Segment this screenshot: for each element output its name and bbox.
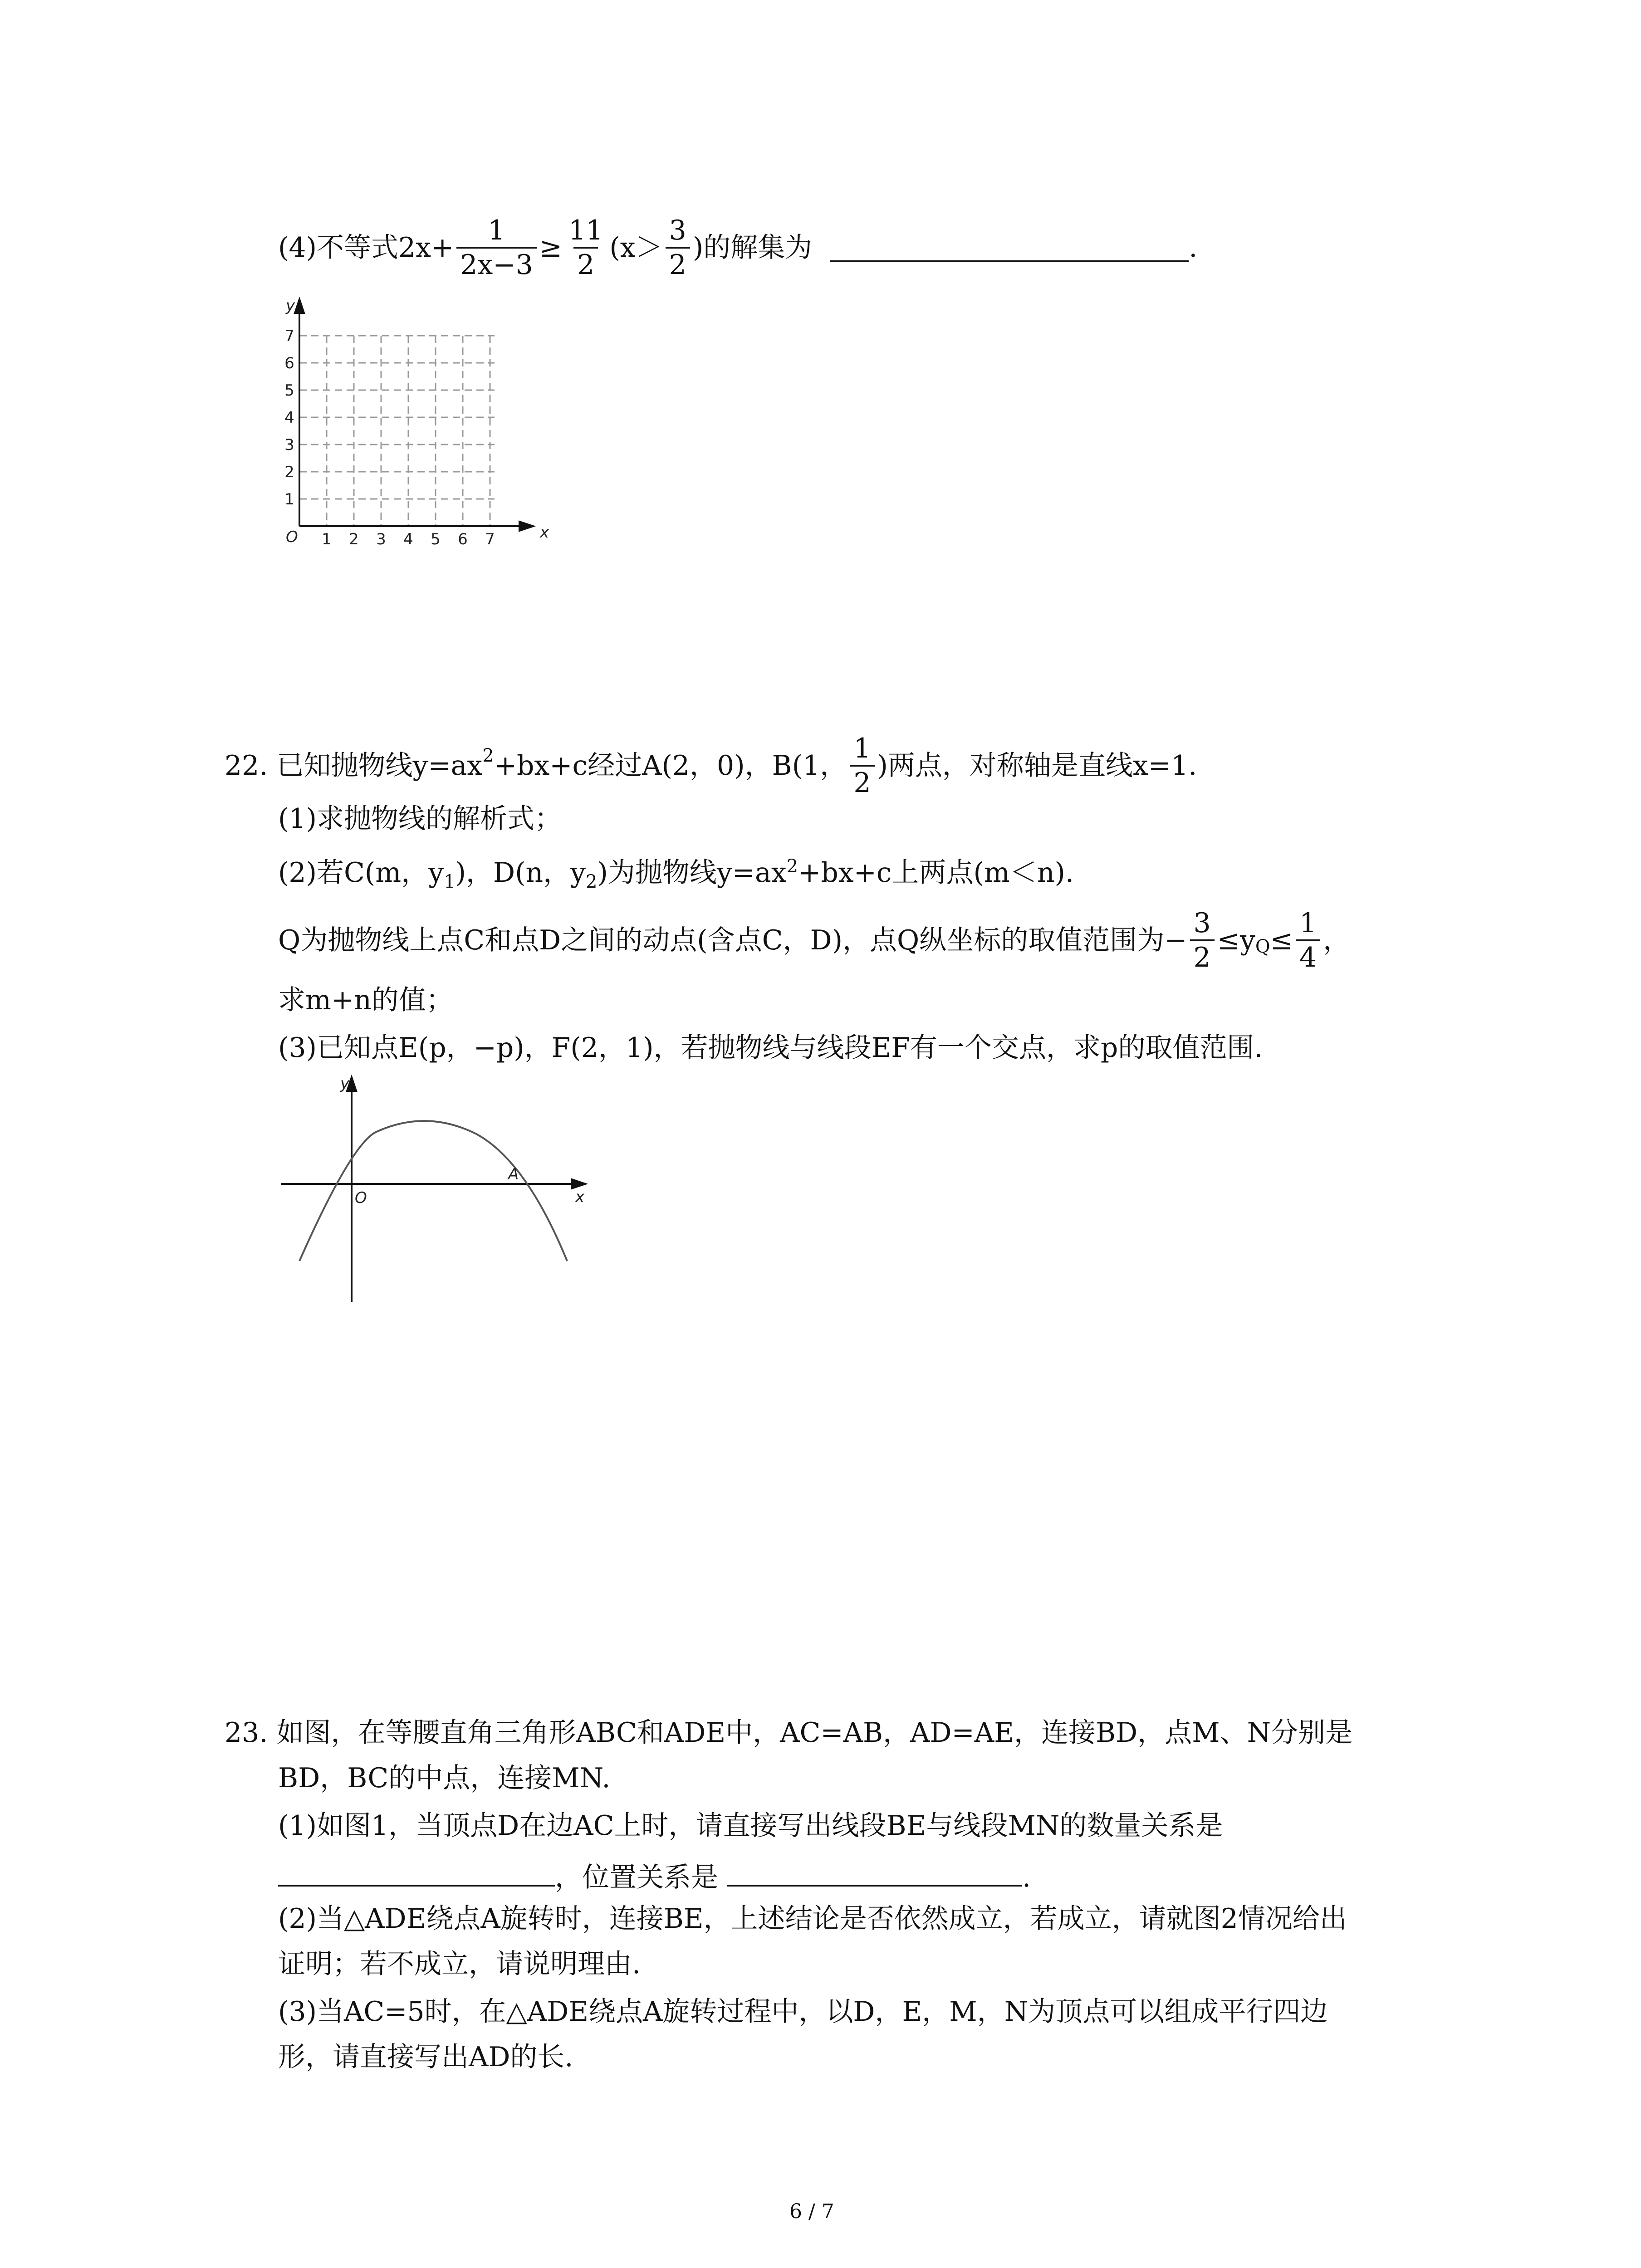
x-axis-arrow: [572, 1179, 585, 1188]
q21-grid-figure: [268, 290, 558, 549]
y-axis-label: y: [286, 297, 295, 315]
q21-part4-line: [278, 217, 1197, 279]
q22-part2-line2: Q为抛物线上点C和点D之间的动点(含点C，D)，点Q纵坐标的取值范围为− $\frac{3}{2}$ ≤y $_Q$ ≤ $\frac{1}{4}$ ，: [278, 907, 1351, 973]
y-axis-arrow: [295, 299, 304, 313]
y-tick: 2: [284, 463, 294, 481]
answer-blank[interactable]: [830, 233, 1189, 262]
quantity-answer-blank[interactable]: [278, 1857, 555, 1887]
q21-part4-label: (4)不等式2x+: [278, 232, 454, 264]
fraction-2: $\frac{11}{2}$: [568, 215, 603, 281]
x-tick: 6: [458, 530, 468, 548]
y-tick: 7: [284, 327, 294, 345]
q22-part3: (3)已知点E(p，−p)，F(2，1)，若抛物线与线段EF有一个交点，求p的取值范围.: [278, 1032, 1263, 1064]
grid-lines: [299, 336, 495, 526]
q23-line1: 23. 如图，在等腰直角三角形ABC和ADE中，AC=AB，AD=AE，连接BD，点M、N分别是: [225, 1717, 1353, 1749]
q23-part1-blanks: ，位置关系是 .: [278, 1857, 1031, 1891]
y-tick: 1: [284, 490, 294, 508]
x-tick: 1: [322, 530, 332, 548]
parabola-curve: [299, 1121, 567, 1261]
q22-parabola-figure: [272, 1070, 599, 1306]
q22-part1: (1)求抛物线的解析式；: [278, 803, 562, 835]
position-answer-blank[interactable]: [727, 1857, 1022, 1887]
q23-part1: (1)如图1，当顶点D在边AC上时，请直接写出线段BE与线段MN的数量关系是: [278, 1810, 1223, 1842]
q23-part3-line2: 形，请直接写出AD的长.: [278, 2041, 573, 2073]
page-number: 6 / 7: [789, 2200, 834, 2223]
q22-stem: 22. 已知抛物线y=ax $^2$ +bx+c经过A(2，0)，B(1， $\frac{1}{2}$ )两点，对称轴是直线x=1.: [225, 733, 1197, 799]
x-tick: 2: [349, 530, 359, 548]
fraction-1: $\frac{1}{2x-3}$: [456, 217, 536, 279]
y-tick: 3: [284, 436, 294, 454]
y-tick: 6: [284, 354, 294, 372]
point-a-label: A: [508, 1165, 519, 1183]
condition-close: )的解集为: [692, 232, 813, 264]
x-tick: 7: [485, 530, 495, 548]
y-tick: 4: [284, 409, 294, 427]
fraction-half: $\frac{1}{2}$: [850, 735, 874, 797]
ge-sign: ≥: [539, 232, 563, 264]
x-tick: 5: [431, 530, 441, 548]
condition-open: (x＞: [609, 232, 663, 264]
q22-part2-line1: (2)若C(m，$y_1$)，D(n，$y_2$)为抛物线$y=ax^2+bx+c$上两点(m＜n).: [278, 856, 1074, 892]
x-tick: 3: [376, 530, 386, 548]
x-axis-label: x: [540, 523, 549, 542]
x-tick: 4: [403, 530, 413, 548]
fraction-3-2: $\frac{3}{2}$: [1190, 909, 1215, 971]
q23-part2-line1: (2)当△ADE绕点A旋转时，连接BE，上述结论是否依然成立，若成立，请就图2情况给出: [278, 1903, 1347, 1935]
y-axis-label: y: [340, 1075, 350, 1093]
x-axis-arrow: [519, 522, 533, 531]
line-end: .: [1189, 232, 1198, 264]
x-axis-label: x: [575, 1188, 585, 1206]
origin-label: O: [286, 528, 298, 546]
q23-part3-line1: (3)当AC=5时，在△ADE绕点A旋转过程中，以D，E，M，N为顶点可以组成平行四边: [278, 1996, 1328, 2028]
q22-part2-line3: 求m+n的值；: [278, 984, 453, 1016]
q23-part2-line2: 证明；若不成立，请说明理由.: [278, 1948, 641, 1980]
q23-line2: BD，BC的中点，连接MN.: [278, 1762, 611, 1794]
y-tick: 5: [284, 381, 294, 400]
fraction-3: $\frac{3}{2}$: [666, 217, 690, 279]
fraction-1-4: $\frac{1}{4}$: [1296, 909, 1320, 971]
origin-label: O: [355, 1189, 367, 1207]
